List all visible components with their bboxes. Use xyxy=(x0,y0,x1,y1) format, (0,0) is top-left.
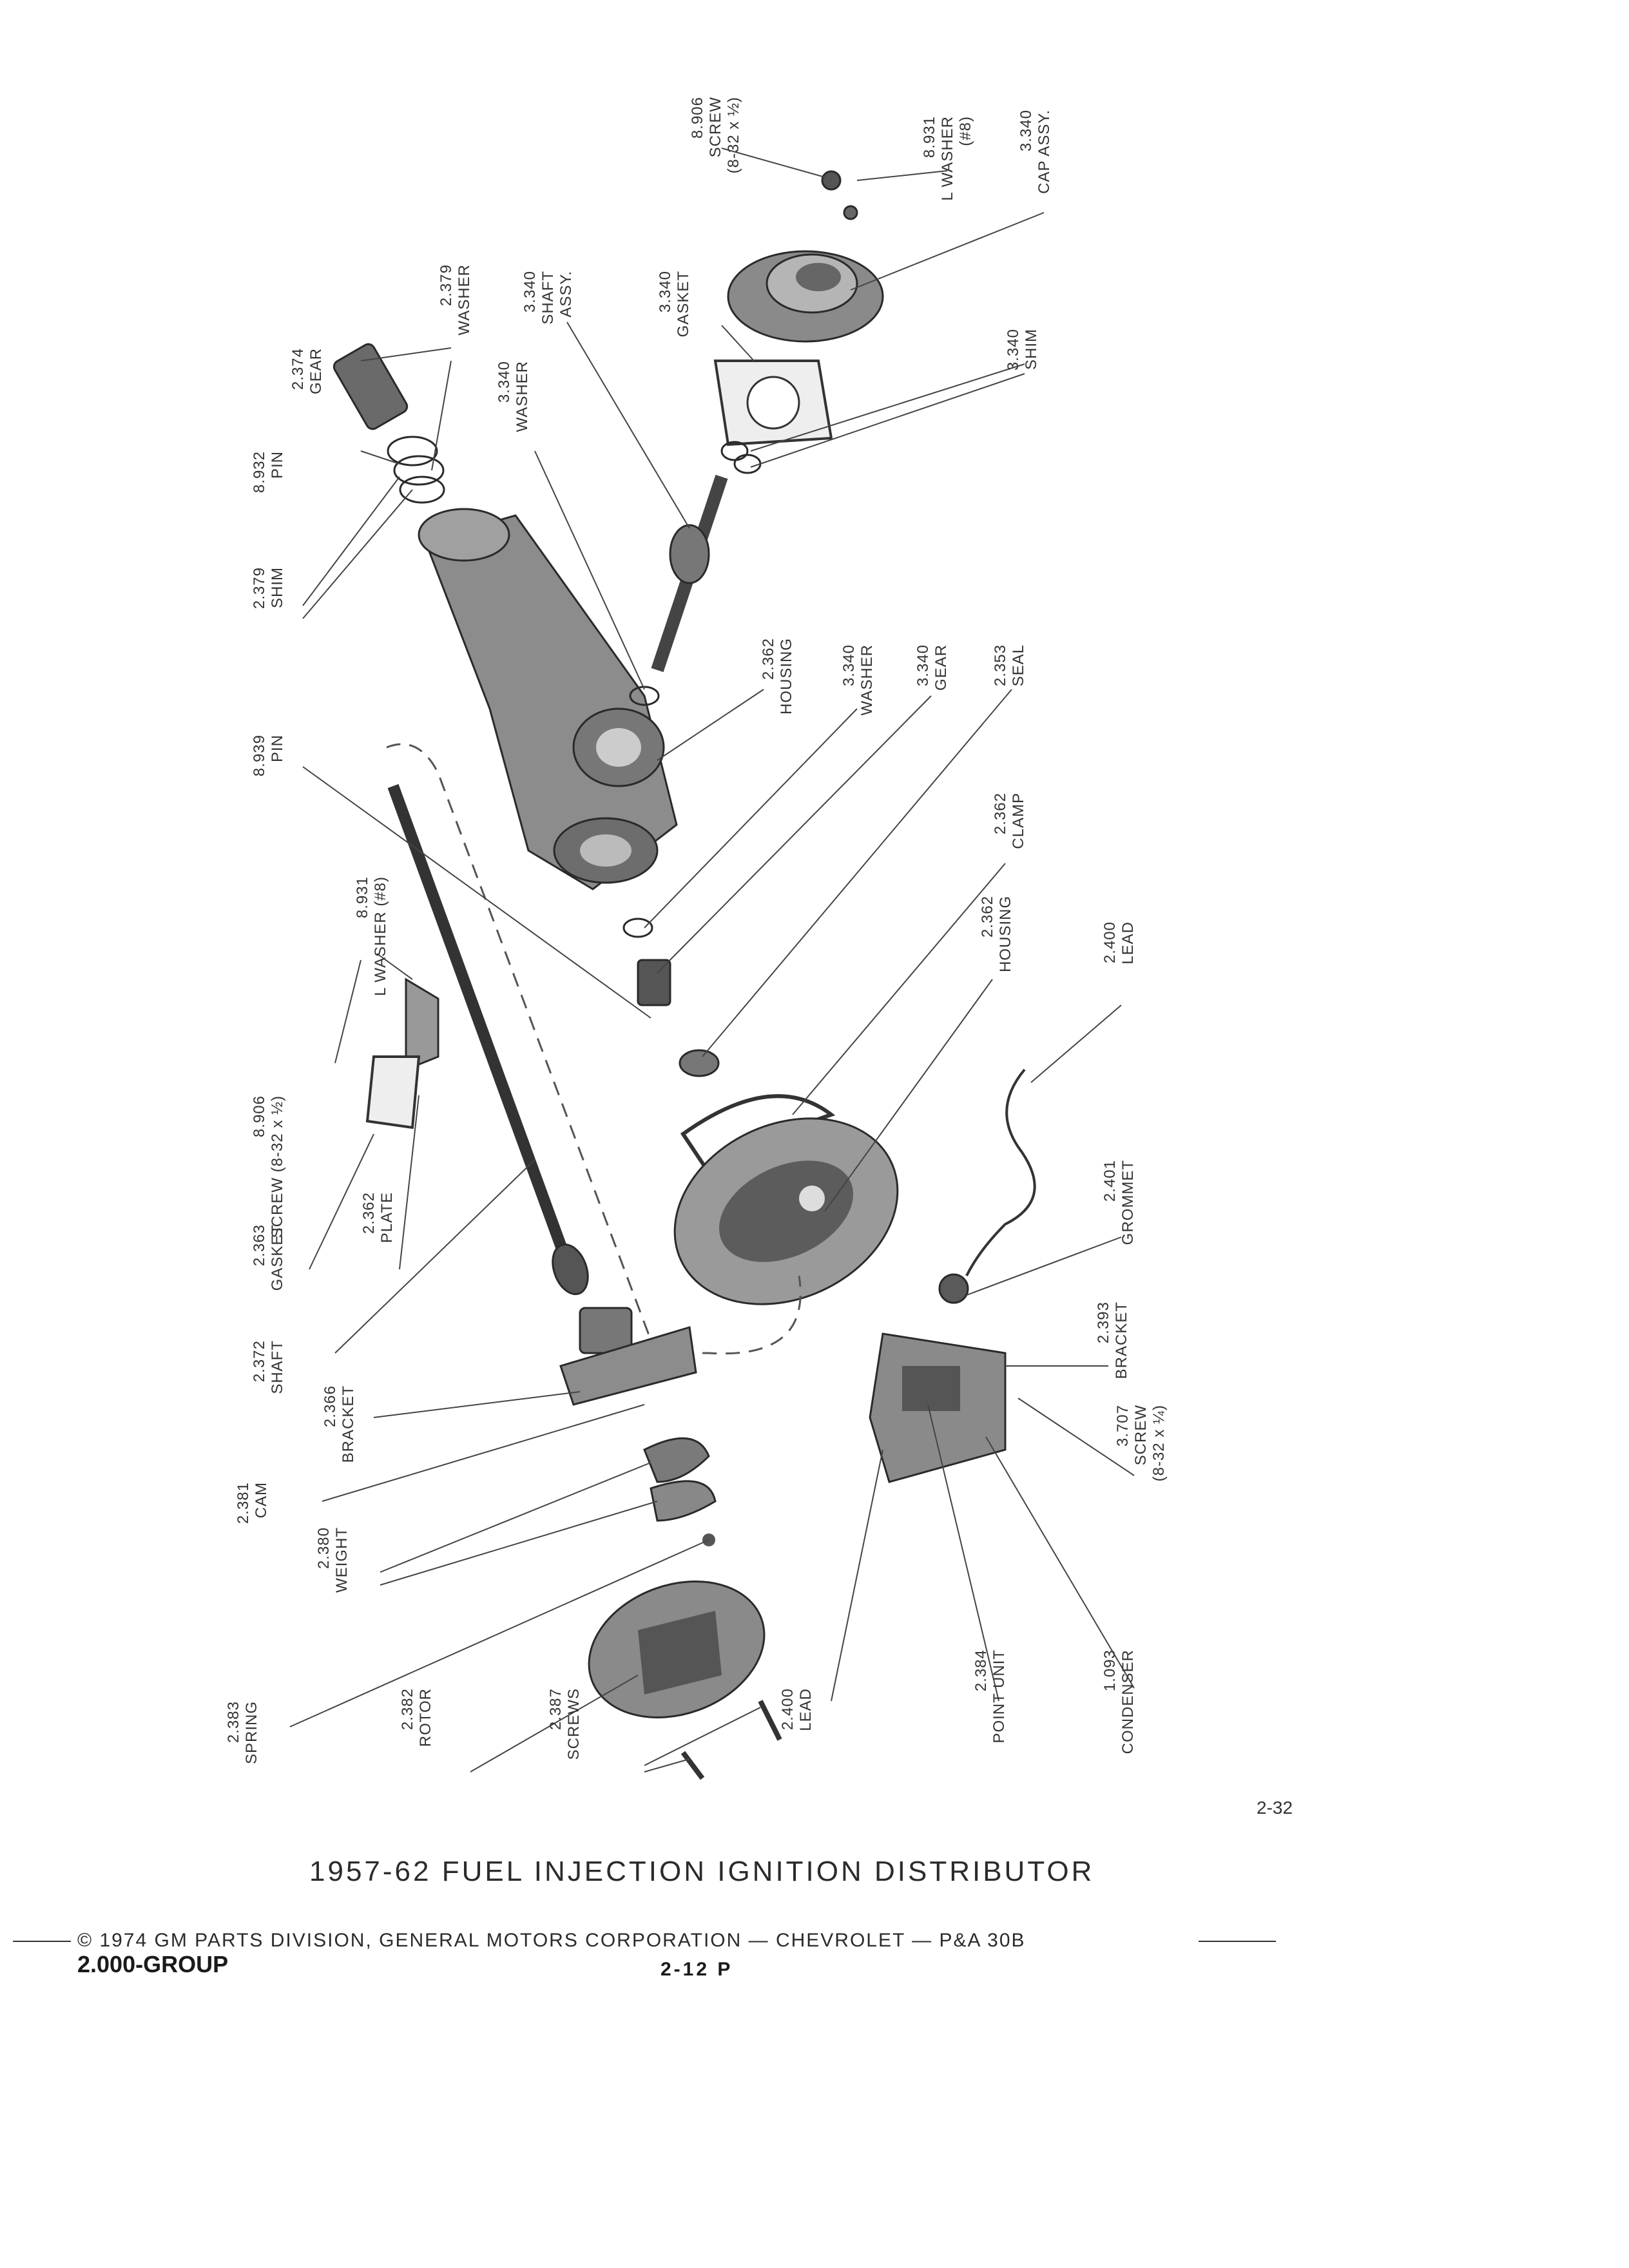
callout-line: WASHER xyxy=(514,361,531,432)
callout-line: SHAFT xyxy=(269,1340,286,1394)
callout-c21 xyxy=(251,1095,286,1238)
callout-line: 8.932 xyxy=(251,451,268,494)
callout-line: 2.393 xyxy=(1095,1302,1112,1344)
callout-line: 3.340 xyxy=(840,644,858,687)
callout-line: CAM xyxy=(253,1482,270,1519)
callout-line: ROTOR xyxy=(417,1688,434,1747)
callout-line: (#8) xyxy=(957,116,974,146)
callout-line: 3.340 xyxy=(1017,110,1035,152)
callout-c3 xyxy=(1017,110,1053,194)
callout-line: 3.340 xyxy=(1005,329,1022,371)
callout-line: BRACKET xyxy=(1113,1302,1130,1379)
callout-line: 8.931 xyxy=(921,116,938,159)
page-title: 1957-62 FUEL INJECTION IGNITION DISTRIBUTOR xyxy=(309,1856,1095,1887)
callout-line: 2.382 xyxy=(399,1688,416,1731)
callout-line: 2.362 xyxy=(992,793,1009,835)
group-code: 2.000-GROUP xyxy=(77,1951,229,1977)
callout-line: WASHER xyxy=(456,264,473,336)
callout-line: (8-32 x ¼) xyxy=(1150,1405,1168,1482)
footer-rule-right xyxy=(1199,1941,1276,1942)
callout-c6 xyxy=(1005,329,1040,370)
callout-c12 xyxy=(760,638,795,715)
callout-line: (8-32 x ½) xyxy=(725,97,742,174)
callout-line: 3.340 xyxy=(496,361,513,403)
shim-part xyxy=(735,455,760,473)
callout-line: 2.380 xyxy=(315,1527,333,1570)
callout-c13 xyxy=(840,644,876,715)
callout-c23 xyxy=(360,1192,396,1243)
figure-number: 2-32 xyxy=(1257,1798,1293,1818)
callout-c29 xyxy=(1114,1405,1168,1481)
callout-line: HOUSING xyxy=(778,638,795,715)
callout-c11 xyxy=(251,567,286,609)
cam-weights-part xyxy=(644,1438,715,1546)
callout-line: 1.093 xyxy=(1101,1649,1119,1692)
callout-line: PIN xyxy=(269,735,286,763)
rotor-part xyxy=(570,1558,784,1741)
callout-c8 xyxy=(438,264,473,335)
callout-line: HOUSING xyxy=(997,896,1014,973)
callout-line: GEAR xyxy=(307,348,325,395)
callout-c31 xyxy=(225,1701,260,1764)
callout-c26 xyxy=(322,1385,357,1463)
callout-line: 2.400 xyxy=(1101,921,1119,964)
callout-line: 2.379 xyxy=(251,567,268,610)
callout-c2 xyxy=(921,116,974,201)
callout-line: SCREWS xyxy=(565,1688,583,1760)
callout-line: GASKET xyxy=(269,1224,286,1291)
seal-part xyxy=(680,1050,718,1076)
callout-c20 xyxy=(1101,921,1137,965)
callout-line: 2.362 xyxy=(760,638,777,680)
callout-c33 xyxy=(547,1688,583,1760)
callout-line: 3.340 xyxy=(521,271,539,313)
callout-line: L WASHER (#8) xyxy=(372,876,389,996)
callout-line: BRACKET xyxy=(340,1385,357,1463)
callout-line: 2.383 xyxy=(225,1701,242,1744)
callout-line: POINT UNIT xyxy=(990,1649,1008,1744)
callout-c35 xyxy=(972,1649,1008,1744)
callout-line: L WASHER xyxy=(939,116,956,201)
callout-line: ASSY. xyxy=(557,271,575,318)
callout-line: CLAMP xyxy=(1010,793,1027,849)
footer-rule-left xyxy=(13,1941,71,1942)
callout-c28 xyxy=(235,1482,270,1524)
callout-line: 2.366 xyxy=(322,1385,339,1428)
washer-part xyxy=(624,919,652,937)
callout-c1 xyxy=(689,97,742,173)
rotor-screw-part xyxy=(760,1701,780,1740)
breaker-plate-part xyxy=(870,1274,1005,1482)
callout-line: GASKET xyxy=(675,271,692,338)
callout-line: PIN xyxy=(269,451,286,479)
callout-c27 xyxy=(1095,1302,1130,1379)
callout-line: 2.362 xyxy=(360,1192,378,1235)
callout-line: 2.372 xyxy=(251,1340,268,1383)
callout-line: 2.387 xyxy=(547,1688,564,1731)
callout-c34 xyxy=(779,1688,815,1731)
bracket-part xyxy=(561,1308,696,1405)
callout-line: LEAD xyxy=(797,1688,815,1731)
callout-line: WEIGHT xyxy=(333,1527,351,1593)
callout-line: 2.384 xyxy=(972,1649,990,1692)
callout-c4 xyxy=(657,271,692,337)
callout-c22 xyxy=(251,1224,286,1291)
callout-line: 8.906 xyxy=(251,1095,268,1138)
lower-housing-part xyxy=(644,1084,928,1340)
callout-c30 xyxy=(315,1527,351,1593)
callout-line: PLATE xyxy=(378,1192,396,1244)
callout-line: SHIM xyxy=(269,567,286,608)
callout-c9 xyxy=(496,361,531,432)
callout-c18 xyxy=(354,876,389,996)
callout-line: 3.340 xyxy=(914,644,932,687)
callout-line: SEAL xyxy=(1010,644,1027,687)
plate-gasket-part xyxy=(367,979,438,1128)
callout-line: 3.340 xyxy=(657,271,674,313)
callout-line: GROMMET xyxy=(1119,1160,1137,1245)
callout-line: 8.906 xyxy=(689,97,706,139)
callout-line: 2.374 xyxy=(289,348,307,390)
lead-wire-part xyxy=(967,1070,1035,1276)
callout-line: 3.707 xyxy=(1114,1405,1132,1447)
callout-line: SHAFT xyxy=(539,271,557,325)
callout-line: SPRING xyxy=(243,1701,260,1765)
cap-assembly-part xyxy=(728,251,883,341)
callout-line: 8.939 xyxy=(251,735,268,777)
callout-line: 2.401 xyxy=(1101,1160,1119,1202)
small-gear-part xyxy=(638,960,670,1005)
callout-line: WASHER xyxy=(858,644,876,716)
callout-c15 xyxy=(992,644,1027,686)
callout-line: 2.363 xyxy=(251,1224,268,1267)
callout-c25 xyxy=(251,1340,286,1394)
callout-c19 xyxy=(979,896,1014,972)
callout-c36 xyxy=(1101,1649,1137,1754)
callout-c32 xyxy=(399,1688,434,1747)
callout-line: 2.379 xyxy=(438,264,455,307)
callout-c24 xyxy=(1101,1160,1137,1245)
gasket-part xyxy=(715,361,831,445)
callout-c16 xyxy=(251,735,286,776)
callout-line: SHIM xyxy=(1023,329,1040,370)
callout-c5 xyxy=(521,271,575,325)
callout-line: 2.362 xyxy=(979,896,996,938)
callout-line: 2.353 xyxy=(992,644,1009,687)
callout-line: SCREW (8-32 x ½) xyxy=(269,1095,286,1238)
callout-line: 2.400 xyxy=(779,1688,796,1731)
screw-washer-part xyxy=(822,171,857,219)
callout-line: LEAD xyxy=(1119,921,1137,965)
callout-c10 xyxy=(251,451,286,493)
callout-line: 2.381 xyxy=(235,1482,252,1524)
rotor-screw-part xyxy=(683,1753,702,1778)
callout-line: GEAR xyxy=(932,644,950,691)
callout-line: CONDENSER xyxy=(1119,1649,1137,1754)
callout-line: SCREW xyxy=(707,97,724,158)
copyright-line: © 1974 GM PARTS DIVISION, GENERAL MOTORS CORPORATION — CHEVROLET — P&A 30B xyxy=(77,1930,1026,1951)
callout-c17 xyxy=(992,793,1027,849)
page-number: 2-12 P xyxy=(660,1959,733,1980)
callout-line: SCREW xyxy=(1132,1405,1150,1466)
callout-line: CAP ASSY. xyxy=(1036,110,1053,194)
callout-line: 8.931 xyxy=(354,876,371,919)
callout-c7 xyxy=(289,348,325,394)
shaft-assembly-part xyxy=(657,477,722,670)
callout-c14 xyxy=(914,644,950,691)
main-housing-part xyxy=(419,509,677,889)
gear-part xyxy=(332,342,444,503)
